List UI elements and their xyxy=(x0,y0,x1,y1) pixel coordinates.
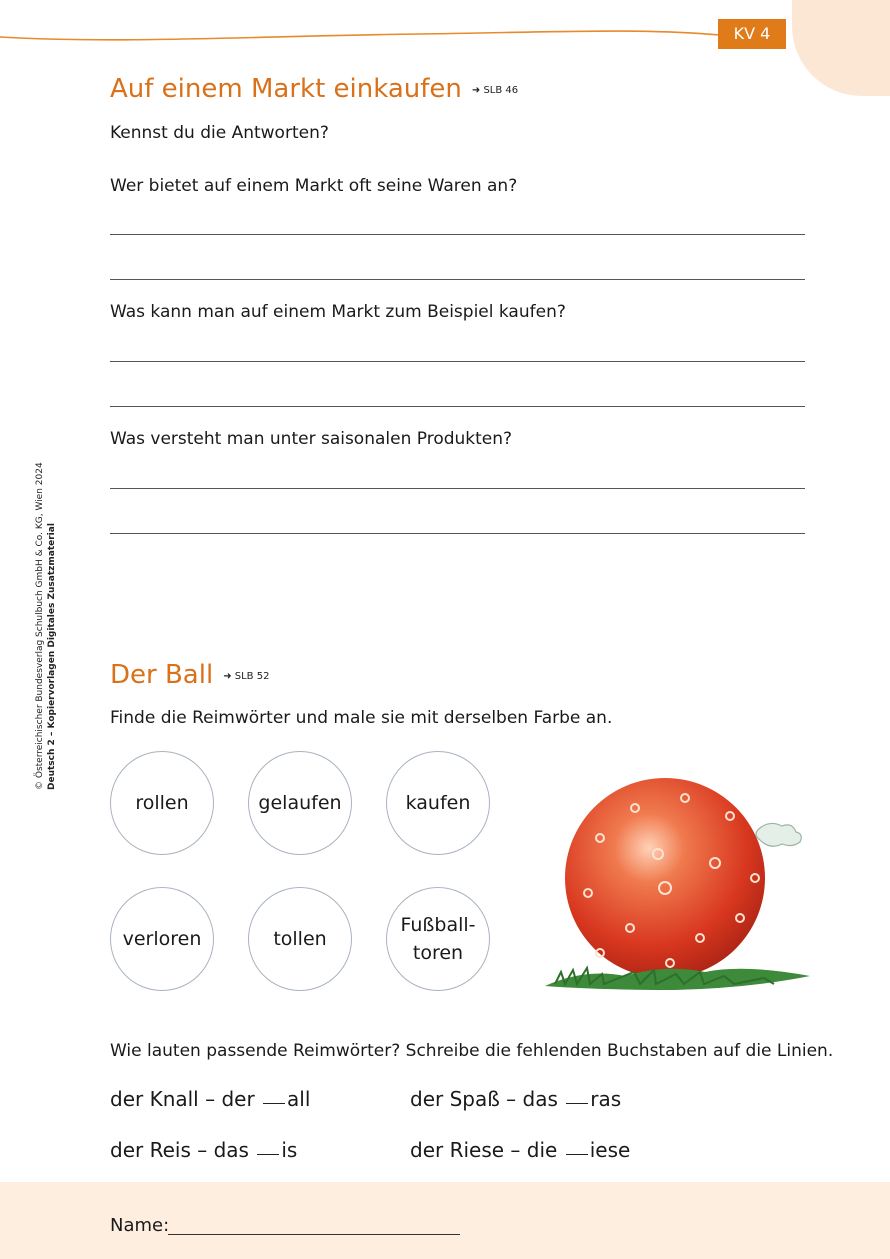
section-title-market xyxy=(110,74,518,104)
fill-in-blank[interactable] xyxy=(566,1140,588,1155)
corner-decoration xyxy=(792,0,890,96)
word-label-multiline xyxy=(400,911,475,967)
word-label: Fußball- xyxy=(400,914,476,936)
question-2: Was kann man auf einem Markt zum Beispiel kaufen? xyxy=(110,302,566,322)
worksheet-badge: KV 4 xyxy=(718,19,786,49)
rhyme-before: der Knall – der xyxy=(110,1087,255,1111)
word-label: rollen xyxy=(135,792,189,814)
word-label: tollen xyxy=(273,928,327,950)
fill-in-blank[interactable] xyxy=(257,1140,279,1155)
word-label: kaufen xyxy=(405,792,471,814)
coloring-instruction: Finde die Reimwörter und male sie mit derselben Farbe an. xyxy=(110,708,613,728)
answer-line[interactable] xyxy=(110,279,805,280)
word-circle-tollen[interactable] xyxy=(248,887,352,991)
rhyme-after: ras xyxy=(590,1087,622,1111)
rhyme-before: der Riese – die xyxy=(410,1138,558,1162)
answer-line[interactable] xyxy=(110,234,805,235)
word-label: gelaufen xyxy=(258,792,342,814)
rhyme-before: der Reis – das xyxy=(110,1138,249,1162)
word-circle-gelaufen[interactable] xyxy=(248,751,352,855)
section-title-ball xyxy=(110,660,269,690)
fill-in-blank[interactable] xyxy=(263,1089,285,1104)
copyright-sidebar xyxy=(34,460,58,790)
question-1: Wer bietet auf einem Markt oft seine Waren an? xyxy=(110,176,518,196)
intro-text: Kennst du die Antworten? xyxy=(110,123,329,143)
section-title-ball-text: Der Ball xyxy=(110,660,214,690)
word-circle-rollen[interactable] xyxy=(110,751,214,855)
word-circle-fussballtoren[interactable] xyxy=(386,887,490,991)
rhyme-item-1 xyxy=(110,1087,310,1111)
word-label: verloren xyxy=(122,928,202,950)
red-ball-illustration xyxy=(540,768,815,998)
copyright-line: © Österreichischer Bundesverlag Schulbuch GmbH & Co. KG, Wien 2024 xyxy=(35,462,45,790)
name-label: Name: xyxy=(110,1215,170,1236)
question-3: Was versteht man unter saisonalen Produkten? xyxy=(110,429,513,449)
slb-reference: ➜ SLB 46 xyxy=(471,85,519,96)
word-label: toren xyxy=(412,942,464,964)
publication-line: Deutsch 2 – Kopiervorlagen Digitales Zusatzmaterial xyxy=(47,523,57,790)
answer-line[interactable] xyxy=(110,488,805,489)
word-circle-kaufen[interactable] xyxy=(386,751,490,855)
word-circle-verloren[interactable] xyxy=(110,887,214,991)
answer-line[interactable] xyxy=(110,406,805,407)
rhyme-after: is xyxy=(281,1138,298,1162)
answer-line[interactable] xyxy=(110,361,805,362)
rhyme-item-2 xyxy=(410,1087,621,1111)
rhyme-after: all xyxy=(287,1087,311,1111)
name-input-line[interactable] xyxy=(168,1234,460,1235)
rhyme-item-3 xyxy=(110,1138,297,1162)
rhyme-before: der Spaß – das xyxy=(410,1087,558,1111)
fill-in-blank[interactable] xyxy=(566,1089,588,1104)
rhyme-instruction: Wie lauten passende Reimwörter? Schreibe die fehlenden Buchstaben auf die Linien. xyxy=(110,1041,834,1061)
rhyme-item-4 xyxy=(410,1138,630,1162)
answer-line[interactable] xyxy=(110,533,805,534)
section-title-market-text: Auf einem Markt einkaufen xyxy=(110,74,462,104)
rhyme-after: iese xyxy=(589,1138,631,1162)
slb-reference: ➜ SLB 52 xyxy=(223,671,270,682)
